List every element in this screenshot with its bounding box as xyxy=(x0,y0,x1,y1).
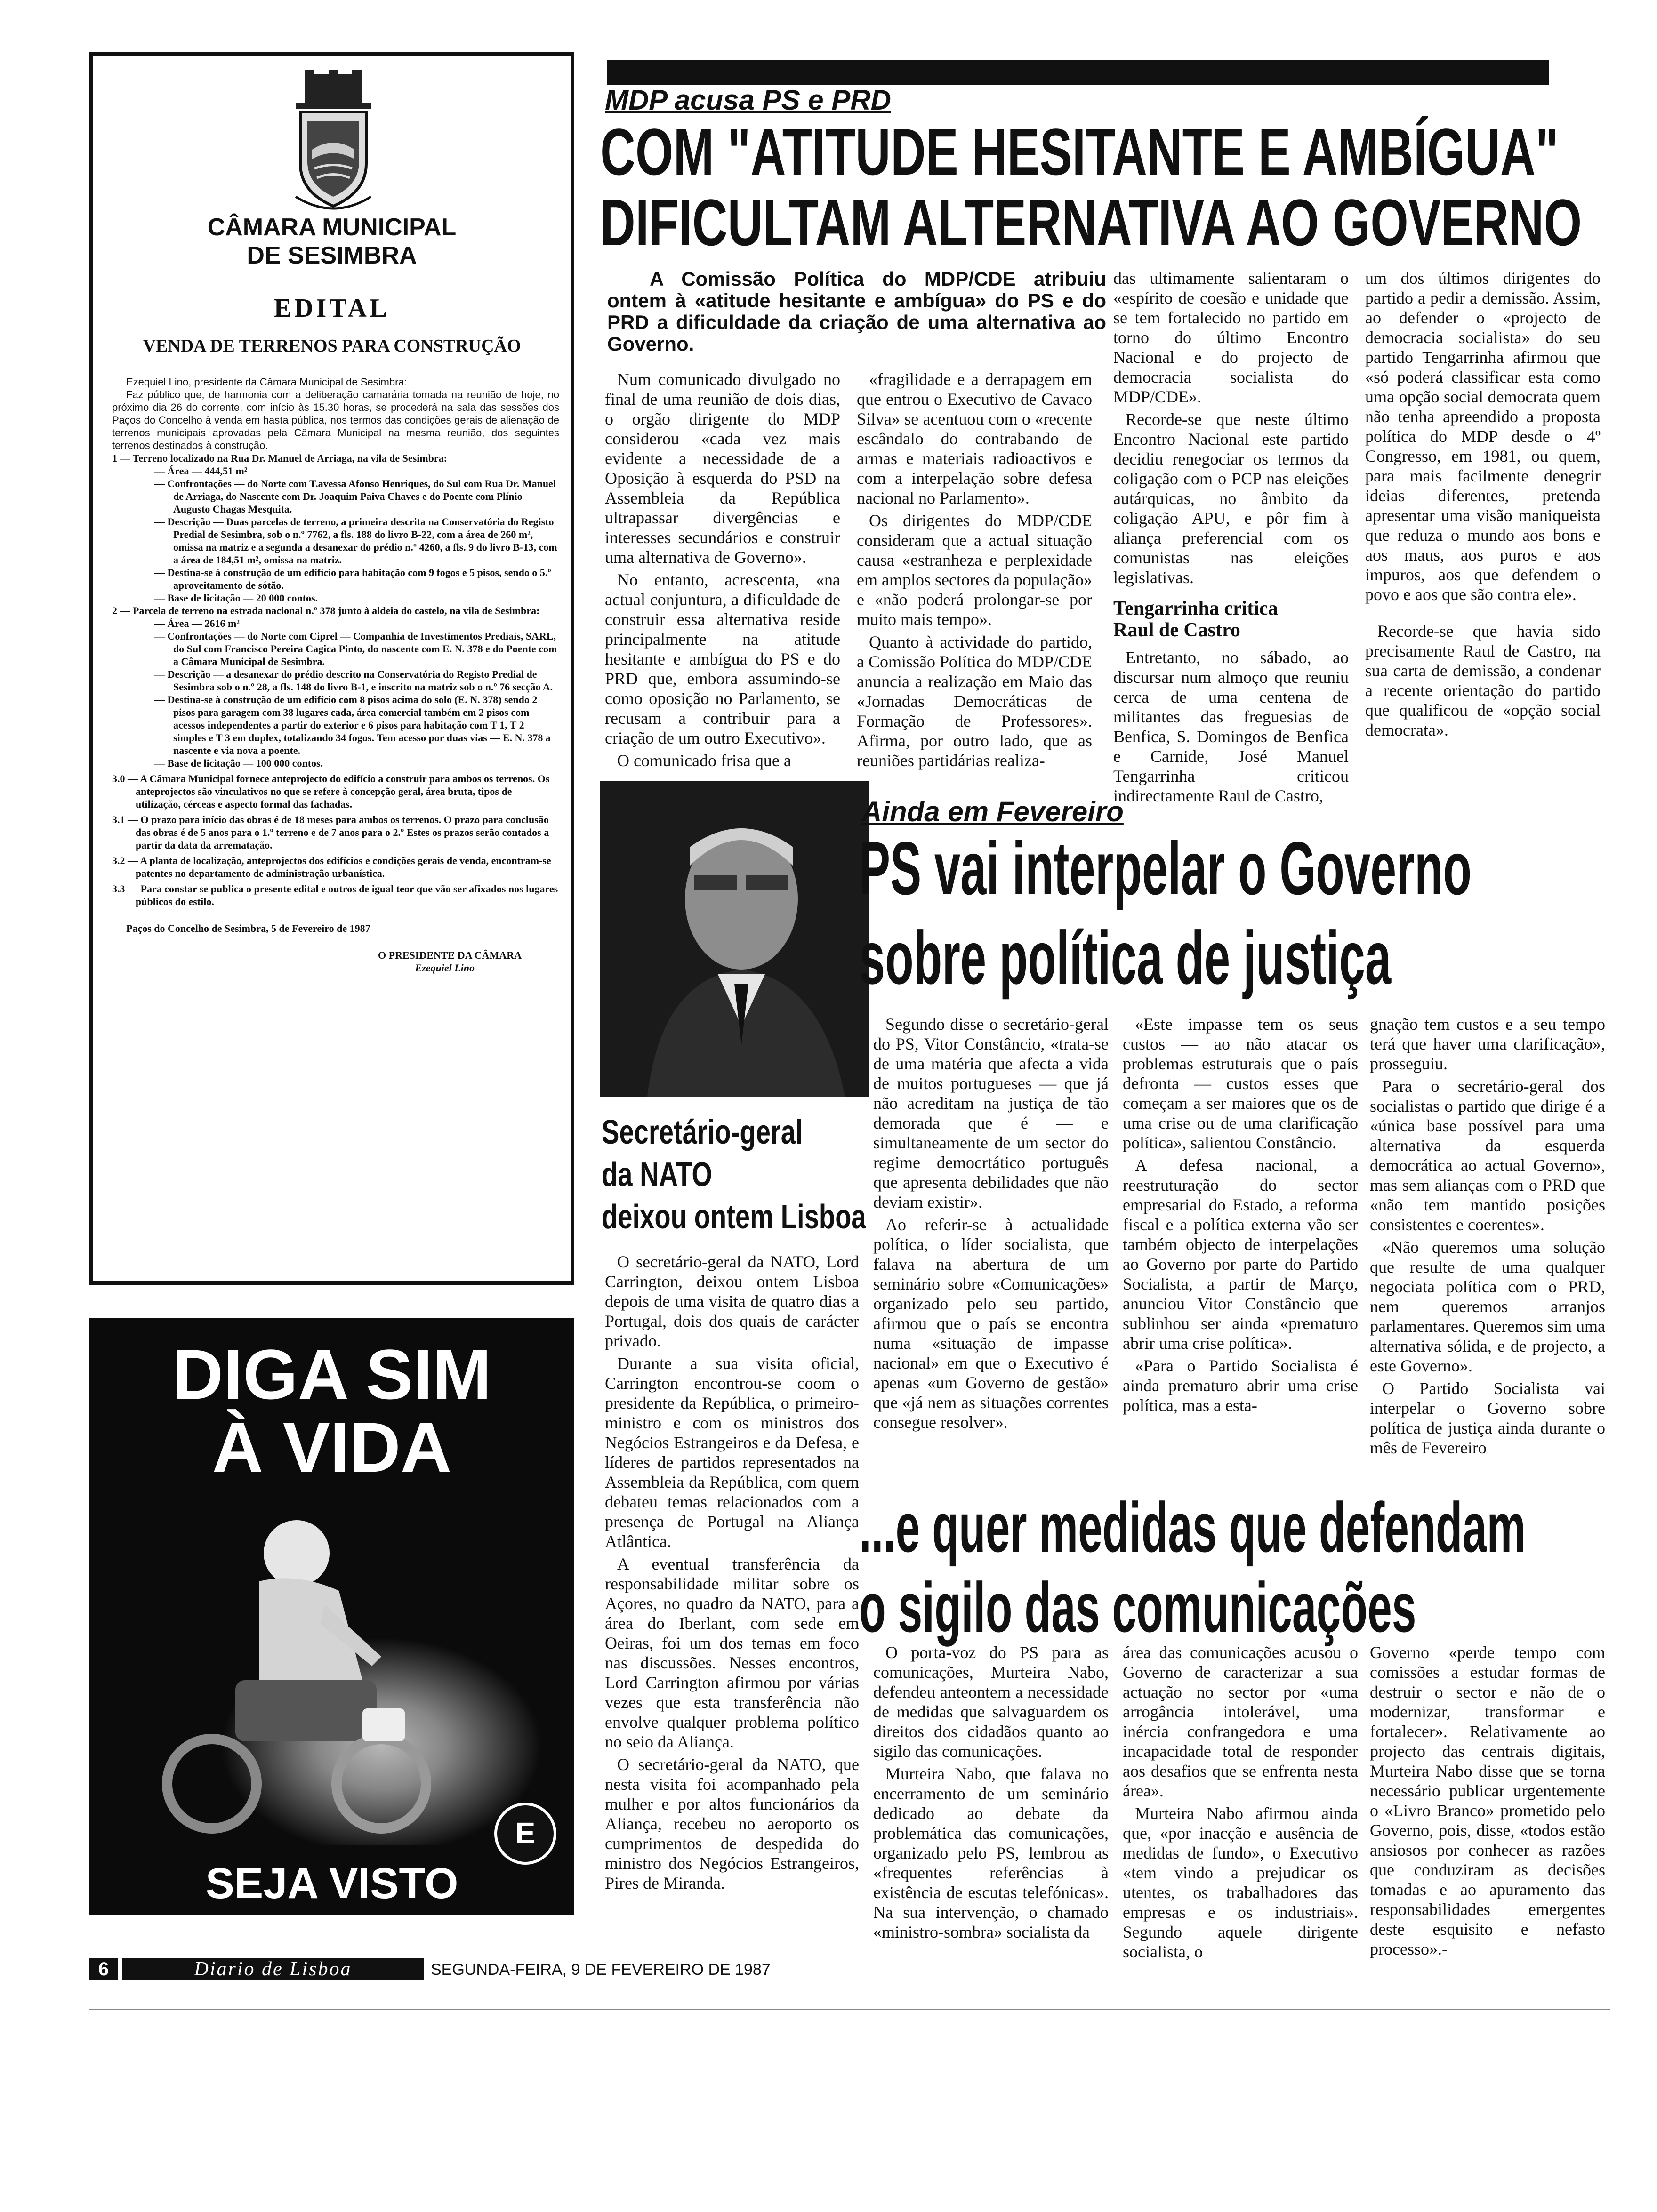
edital-item1-desc: — Descrição — Duas parcelas de terreno, a primeira descrita na Conservatória do Registo Predial de Sesimbra, sob o n.º 7762, a fls. 188 do livro B-22, com a área de 260 m², omissa na matriz e a segunda a desanexar do prédio n.º 4260, a fls. 9 do livro B-13, com a área de 184,51 m², omissa na matriz. xyxy=(154,516,557,566)
article2-col2-p3: «Para o Partido Socialista é ainda prematuro abrir uma crise política, mas a esta- xyxy=(1123,1356,1358,1415)
article2-col1 xyxy=(873,1014,1109,1435)
article2-col3-p4: O Partido Socialista vai interpelar o Governo sobre política de justiça ainda durante o mês de Fevereiro xyxy=(1370,1379,1605,1457)
carrington-photo xyxy=(600,781,869,1097)
edital-item2-title: 2 — Parcela de terreno na estrada nacional n.º 378 junto à aldeia do castelo, na vila de Sesimbra: xyxy=(112,605,540,617)
article1-lead: A Comissão Política do MDP/CDE atribuiu ontem à «atitude hesitante e ambígua» do PS e do PRD a dificuldade da criação de uma alternativa ao Governo. xyxy=(607,268,1106,355)
footer-date: SEGUNDA-FEIRA, 9 DE FEVEREIRO DE 1987 xyxy=(431,1961,771,1979)
edital-item2-confront: — Confrontações — do Norte com Ciprel — Companhia de Investimentos Prediais, SARL, do Sul com Francisco Pereira Cagica Pinto, do nascente com E. N. 378 e do Poente com a Câmara Municipal de Sesimbra. xyxy=(154,630,557,667)
motorcyclist-photo xyxy=(118,1501,541,1845)
nato-headline-3: deixou ontem Lisboa xyxy=(602,1198,866,1236)
article2-headline-1: PS vai interpelar o Governo xyxy=(859,826,1472,910)
article2-col2-p2: A defesa nacional, a reestruturação do sector empresarial do Estado, a reforma fiscal e a política externa vão ser também objecto de interpelações ao Governo por parte do Partido Socialista, a partir de Março, anunciou Vitor Constâncio que sublinhou ser ainda «prematuro abrir uma crise política». xyxy=(1123,1156,1358,1353)
article2-col2-p1: «Este impasse tem os seus custos — ao não atacar os problemas estruturais que o país defronta — custos esses que começam a ser maiores que os de uma crise ou de uma clarificação política», salientou Constâncio. xyxy=(1123,1015,1358,1152)
newspaper-masthead: Diario de Lisboa xyxy=(122,1958,424,1980)
edital-item1-title: 1 — Terreno localizado na Rua Dr. Manuel de Arriaga, na vila de Sesimbra: xyxy=(112,452,447,464)
article3-col3 xyxy=(1370,1643,1605,1962)
article3-col1 xyxy=(873,1643,1109,1945)
edital-intro2: Faz público que, de harmonia com a deliberação camarária tomada na reunião de hoje, no próximo dia 26 do corrente, com início às 15.30 horas, se procederá na sala das sessões dos Paços do Concelho à venda em hasta pública, nos termos das condições gerais de alienação de terrenos municipais aprovadas pela Câmara Municipal na mesma reunião, dos seguintes terrenos destinados à construção. xyxy=(112,389,559,451)
article3-col1-p1: O porta-voz do PS para as comunicações, Murteira Nabo, defendeu anteontem a necessidade de medidas que salvaguardem os direitos dos cidadãos quanto ao sigilo das comunicações. xyxy=(873,1643,1109,1761)
article1-col1-p2: No entanto, acrescenta, «na actual conjuntura, a dificuldade de construir essa alternativa reside principalmente na atitude hesitante e ambígua do PS e do PRD que, embora assumindo-se como oposição no Parlamento, se recusam a contribuir para a criação de um outro Executivo». xyxy=(605,570,840,747)
nato-p1: O secretário-geral da NATO, Lord Carrington, deixou ontem Lisboa depois de uma visita de quatro dias a Portugal, dois dos quais de carácter privado. xyxy=(605,1252,859,1350)
edital-item2-desc: — Descrição — a desanexar do prédio descrito na Conservatória do Registo Predial de Sesimbra sob o n.º 28, a fls. 148 do livro B-1, e inscrito na matriz sob o n.º 76 secção A. xyxy=(154,668,553,693)
edital-signer-title: O PRESIDENTE DA CÂMARA xyxy=(378,949,522,961)
article2-headline-2: sobre política de justiça xyxy=(859,915,1392,1000)
edital-notice xyxy=(89,52,574,1285)
article2-col2 xyxy=(1123,1014,1358,1418)
article3-col1-p2: Murteira Nabo, que falava no encerramento de um seminário dedicado ao debate da problemática das comunicações, organizado pelo PS, lembrou as «frequentes referências à existência de escutas telefónicas». Na sua intervenção, o chamado «ministro-sombra» socialista da xyxy=(873,1764,1109,1941)
article1-headline-2: DIFICULTAM ALTERNATIVA AO GOVERNO xyxy=(600,185,1582,259)
edital-signer-name: Ezequiel Lino xyxy=(415,962,475,974)
article1-col4-p1: um dos últimos dirigentes do partido a pedir a demissão. Assim, ao defender o «projecto de democracia socialista» do seu partido Tengarrinha afirmou que «só poderá classificar esta como uma opção social democrata quem não tenha apreendido a proposta política do MDP desde o 4º Congresso, em 1981, ou quem, para mais facilmente denegrir ideias diferentes, pretenda apresentar uma visão maniqueista que reduza o mundo aos bons e aos maus, aos puros e aos impuros, aos que defendem o povo e aos que são contra ele». xyxy=(1365,269,1601,604)
edital-subheading: VENDA DE TERRENOS PARA CONSTRUÇÃO xyxy=(143,336,521,356)
article3-col3-p1: Governo «perde tempo com comissões a estudar formas de destruir o sector e não de o modernizar, transformar e fortalecer». Relativamente ao projecto das centrais digitais, Murteira Nabo disse que se torna necessário publicar urgentemente o «Livro Branco» prometido pelo Governo, pois, disse, «todos estão ansiosos por conhecer as razões que conduziram as decisões tomadas e ao apuramento das responsabilidades emergentes deste esquisito e nefasto processo».- xyxy=(1370,1643,1605,1958)
advertisement xyxy=(89,1318,574,1915)
edital-item2-base: — Base de licitação — 100 000 contos. xyxy=(154,757,323,769)
edital-date-line: Paços do Concelho de Sesimbra, 5 de Fevereiro de 1987 xyxy=(126,922,370,934)
article2-col3-p2: Para o secretário-geral dos socialistas o partido que dirige é a «única base possível para uma alternativa da esquerda democrática ao actual Governo», mas sem alianças com o PRD que «não tem mantido posições consistentes e coerentes». xyxy=(1370,1077,1605,1234)
article2-col3-p3: «Não queremos uma solução que resulte de uma qualquer negociata política com o PRD, nem queremos arranjos parlamentares. Queremos sim uma alternativa sólida, e de projecto, a este Governo». xyxy=(1370,1238,1605,1375)
edital-item1-confront: — Confrontações — do Norte com T.avessa Afonso Henriques, do Sul com Rua Dr. Manuel de Arriaga, do Nascente com Dr. Joaquim Paiva Chaves e do Poente com Plínio Augusto Chagas Mesquita. xyxy=(154,478,556,515)
ad-headline-2: À VIDA xyxy=(212,1408,452,1487)
article1-col1-p1: Num comunicado divulgado no final de uma reunião de dois dias, o orgão dirigente do MDP considerou «cada vez mais evidente a necessidade de a Oposição à esquerda do PSD na Assembleia da República ultrapassar divergências e interesses secundários e construir uma alternativa de Governo». xyxy=(605,370,840,567)
article1-col3-p1: das ultimamente salientaram o «espírito de coesão e unidade que se tem fortalecido no partido em torno do último Encontro Nacional e do projecto de democracia socialista do MDP/CDE». xyxy=(1113,269,1349,406)
ad-headline-1: DIGA SIM xyxy=(172,1335,491,1414)
article1-kicker: MDP acusa PS e PRD xyxy=(605,84,891,116)
nato-p4: O secretário-geral da NATO, que nesta visita foi acompanhado pela mulher e por altos funcionários da Aliança, recebeu no aeroporto os cumprimentos de despedida do ministro dos Negócios Estrangeiros, Pires de Miranda. xyxy=(605,1755,859,1892)
article2-col3-p1: gnação tem custos e a seu tempo terá que haver uma clarificação», prosseguiu. xyxy=(1370,1015,1605,1073)
sesimbra-crest-icon xyxy=(286,70,380,216)
edital-item1-base: — Base de licitação — 20 000 contos. xyxy=(154,592,318,604)
page-number: 6 xyxy=(89,1958,118,1980)
authority-name: CÂMARA MUNICIPAL DE SESIMBRA xyxy=(207,214,457,269)
article1-col4-p2: Recorde-se que havia sido precisamente Raul de Castro, na sua carta de demissão, a condenar a recente orientação do partido que qualificou de «opção social democrata». xyxy=(1365,622,1601,739)
article1-col3 xyxy=(1113,268,1349,809)
edital-item2-area: — Área — 2616 m² xyxy=(154,617,240,629)
article1-col1-p3: O comunicado frisa que a xyxy=(617,751,791,770)
article1-subhead: Tengarrinha critica Raul de Castro xyxy=(1113,598,1278,641)
edital-body xyxy=(112,376,559,974)
article2-col1-p1: Segundo disse o secretário-geral do PS, Vitor Constâncio, «trata-se de uma matéria que afecta a vida de muitos portugueses — que já não acreditam na justiça de tão demorada que é — e simultaneamente de um sector do regime democrtático português que apresenta debilidades que não deviam existir». xyxy=(873,1015,1109,1211)
visibility-logo-icon: E xyxy=(494,1803,556,1865)
article2-kicker: Ainda em Fevereiro xyxy=(861,796,1124,827)
edital-item1-area: — Área — 444,51 m² xyxy=(154,465,248,477)
nato-headline-2: da NATO xyxy=(602,1156,713,1194)
edital-heading: EDITAL xyxy=(273,294,390,323)
article1-col4 xyxy=(1365,268,1601,743)
ad-tagline: SEJA VISTO xyxy=(205,1859,458,1907)
article2-col1-p2: Ao referir-se à actualidade política, o líder socialista, que falava na abertura de um seminário sobre «Comunicações» organizado pelo seu partido, afirmou que o país se encontra numa «situação de impasse nacional» em que o Executivo é apenas «um Governo de gestão» que «já nem as situações correntes consegue resolver». xyxy=(873,1215,1109,1432)
nato-headline-1: Secretário-geral xyxy=(602,1114,803,1151)
article3-headline-1: ...e quer medidas que defendam xyxy=(859,1488,1526,1567)
edital-intro: Ezequiel Lino, presidente da Câmara Municipal de Sesimbra: xyxy=(126,376,407,388)
article1-col2-p2: Os dirigentes do MDP/CDE consideram que a actual situação causa «estranheza e perplexidade em amplos sectores da população» e «não poderá prolongar-se por muito mais tempo». xyxy=(857,511,1092,629)
article1-headline-1: COM "ATITUDE HESITANTE E AMBÍGUA" xyxy=(600,115,1559,189)
nato-p3: A eventual transferência da responsabilidade militar sobre os Açores, no quadro da NATO, para a área do Iberlant, com sede em Oeiras, foi um dos temas em foco nas discussões. Nesses encontros, Lord Carrington afirmou por várias vezes que esta transferência não envolve qualquer problema político no seio da Aliança. xyxy=(605,1555,859,1751)
article3-col2-p2: Murteira Nabo afirmou ainda que, «por inacção e ausência de medidas de fundo», o Executivo «tem vindo a prejudicar os utentes, os trabalhadores das empresas e os industriais». Segundo aquele dirigente socialista, o xyxy=(1123,1804,1358,1961)
article3-col2 xyxy=(1123,1643,1358,1964)
article1-col3-p2: Recorde-se que neste último Encontro Nacional este partido decidiu renegociar os termos da coligação com o PCP nas eleições autárquicas, no âmbito da coligação APU, e pôr fim à aliança preferencial com os comunistas nas eleições legislativas. xyxy=(1113,410,1349,587)
edital-item32: 3.2 — A planta de localização, anteprojectos dos edifícios e condições gerais de venda, encontram-se patentes no departamento de administração urbanística. xyxy=(112,855,551,879)
article1-col1 xyxy=(605,369,840,773)
page-bottom-rule xyxy=(89,2009,1610,2010)
edital-item2-dest: — Destina-se à construção de um edifício com 8 pisos acima do solo (E. N. 378) sendo 2 pisos para garagem com 38 lugares cada, área comercial também em 2 pisos com acessos independentes a partir do exterior e 6 pisos para habitação com T 1, T 2 simples e T 3 em duplex, totalizando 34 fogos. Tem acesso por duas vias — E. N. 378 a nascente e via nova a poente. xyxy=(154,694,551,756)
nato-article xyxy=(605,1252,859,1896)
nato-p2: Durante a sua visita oficial, Carrington encontrou-se coom o presidente da República, o primeiro-ministro e com os ministros dos Negócios Estrangeiros e da Defesa, e líderes de partidos representados na Assembleia da República, com quem debateu temas relacionados com a presença de Portugal na Aliança Atlântica. xyxy=(605,1354,859,1551)
top-black-bar xyxy=(607,60,1549,85)
article1-col2-p3: Quanto à actividade do partido, a Comissão Política do MDP/CDE anuncia a realização em Maio das «Jornadas Democráticas de Formação de Professores». Afirma, por outro lado, que as reuniões partidárias realiza- xyxy=(857,633,1093,770)
article1-col2 xyxy=(857,369,1092,773)
article1-col2-p1: «fragilidade e a derrapagem em que entrou o Executivo de Cavaco Silva» se acentuou com o «recente escândalo do contrabando de armas e materiais radioactivos e com a interpelação sobre defesa nacional no Parlamento». xyxy=(857,370,1092,507)
article2-col3 xyxy=(1370,1014,1605,1460)
edital-item30: 3.0 — A Câmara Municipal fornece anteprojecto do edifício a construir para ambos os terrenos. Os anteprojectos são vinculativos no que se refere à concepção geral, área bruta, tipos de utilização, cérceas e aspecto formal das fachadas. xyxy=(112,773,550,810)
article3-col2-p1: área das comunicações acusou o Governo de caracterizar a sua actuação no sector por «uma arrogância intolerável, uma inércia confrangedora e uma incapacidade total de responder aos desafios que se enfrenta nesta área». xyxy=(1123,1643,1358,1800)
edital-item1-dest: — Destina-se à construção de um edifício para habitação com 9 fogos e 5 pisos, sendo o 5.º aproveitamento de sótão. xyxy=(154,567,551,591)
article3-headline-2: o sigilo das comunicações xyxy=(859,1568,1416,1647)
article1-col3b-p1: Entretanto, no sábado, ao discursar num almoço que reuniu cerca de uma centena de militantes das freguesias de Benfica, S. Domingos de Benfica e Carnide, José Manuel Tengarrinha criticou indirectamente Raul de Castro, xyxy=(1113,648,1349,805)
edital-item31: 3.1 — O prazo para início das obras é de 18 meses para ambos os terrenos. O prazo para conclusão das obras é de 5 anos para o 1.º terreno e de 7 anos para o 2.º Estes os prazos serão contados a partir da data da arrematação. xyxy=(112,814,549,851)
edital-item33: 3.3 — Para constar se publica o presente edital e outros de igual teor que vão ser afixados nos lugares públicos do estilo. xyxy=(112,883,558,907)
